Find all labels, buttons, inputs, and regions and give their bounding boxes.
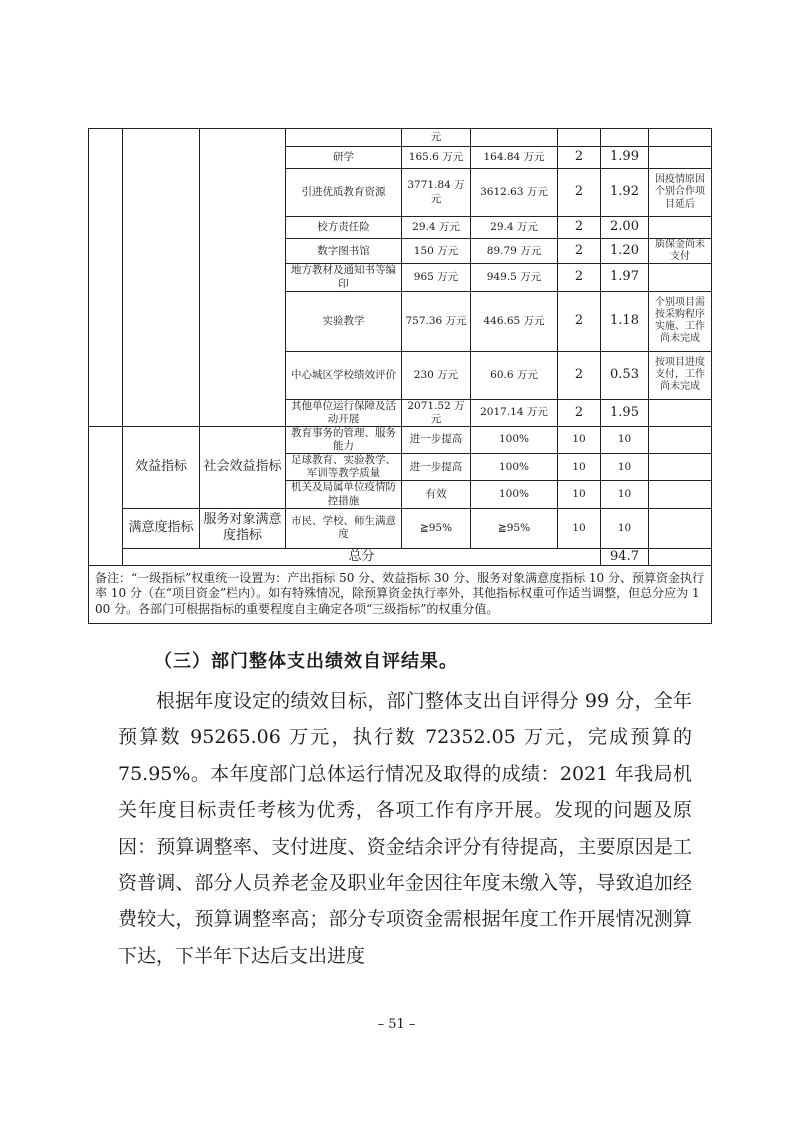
actual-value: 100% — [471, 426, 558, 453]
total-label: 总分 — [123, 548, 601, 565]
weight-value — [558, 129, 601, 147]
note-value — [649, 426, 712, 453]
performance-table — [88, 128, 712, 624]
indicator-name: 机关及局属单位疫情防控措施 — [286, 481, 402, 508]
weight-value: 2 — [558, 217, 601, 239]
note-value — [649, 264, 712, 291]
total-score: 94.7 — [601, 548, 649, 565]
target-value: 进一步提高 — [402, 426, 471, 453]
note-value: 因疫情原因个别合作项目延后 — [649, 169, 712, 217]
indicator-name: 市民、学校、师生满意度 — [286, 508, 402, 548]
weight-value: 10 — [558, 454, 601, 481]
actual-value: 2017.14 万元 — [471, 399, 558, 426]
note-value: 按项目进度支付，工作尚未完成 — [649, 351, 712, 399]
blank-cell — [649, 548, 712, 565]
note-value — [649, 129, 712, 147]
actual-value: 949.5 万元 — [471, 264, 558, 291]
budget-value: 165.6 万元 — [402, 147, 471, 169]
score-value: 1.99 — [601, 147, 649, 169]
budget-value: 元 — [402, 129, 471, 147]
actual-value: ≧95% — [471, 508, 558, 548]
note-value — [649, 399, 712, 426]
weight-value: 2 — [558, 239, 601, 264]
note-value: 质保金尚未支付 — [649, 239, 712, 264]
weight-value: 10 — [558, 426, 601, 453]
score-value: 0.53 — [601, 351, 649, 399]
body-paragraph: 根据年度设定的绩效目标，部门整体支出自评得分 99 分，全年预算数 95265.06 万元，执行数 72352.05 万元，完成预算的 75.95%。本年度部门总体运行情况及取得的成绩：2021 年我局机关年度目标责任考核为优秀，各项工作有序开展。发现的问题及原因：预算调整率、支付进度、资金结余评分有待提高，主要原因是工资普调、部分人员养老金及职业年金因往年度未缴入等，导致追加经费较大，预算调整率高；部分专项资金需根据年度工作开展情况测算下达，下半年下达后支出进度 — [118, 690, 692, 967]
budget-value: 29.4 万元 — [402, 217, 471, 239]
actual-value: 60.6 万元 — [471, 351, 558, 399]
budget-value: 150 万元 — [402, 239, 471, 264]
table-row — [89, 426, 712, 453]
indicator-name: 研学 — [286, 147, 402, 169]
blank-cell — [89, 426, 123, 565]
indicator-name: 数字图书馆 — [286, 239, 402, 264]
actual-value: 164.84 万元 — [471, 147, 558, 169]
blank-cell — [200, 129, 286, 427]
score-value: 1.95 — [601, 399, 649, 426]
score-value: 10 — [601, 481, 649, 508]
budget-value: 2071.52 万元 — [402, 399, 471, 426]
indicator-name: 其他单位运行保障及活动开展 — [286, 399, 402, 426]
target-value: 有效 — [402, 481, 471, 508]
weight-value: 10 — [558, 481, 601, 508]
indicator-name: 实验教学 — [286, 291, 402, 351]
score-value — [601, 129, 649, 147]
score-value: 1.97 — [601, 264, 649, 291]
actual-value: 446.65 万元 — [471, 291, 558, 351]
section-heading: （三）部门整体支出绩效自评结果。 — [154, 651, 458, 672]
score-value: 1.18 — [601, 291, 649, 351]
note-value — [649, 481, 712, 508]
actual-value — [471, 129, 558, 147]
note-value — [649, 147, 712, 169]
budget-value: 3771.84 万元 — [402, 169, 471, 217]
indicator-name: 教育事务的管理、服务能力 — [286, 426, 402, 453]
indicator-name: 中心城区学校绩效评价 — [286, 351, 402, 399]
table-row — [89, 129, 712, 147]
note-value — [649, 508, 712, 548]
note-value — [649, 217, 712, 239]
score-value: 1.20 — [601, 239, 649, 264]
budget-value: 965 万元 — [402, 264, 471, 291]
actual-value: 3612.63 万元 — [471, 169, 558, 217]
indicator-name: 引进优质教育资源 — [286, 169, 402, 217]
weight-value: 2 — [558, 399, 601, 426]
indicator-name: 足球教育、实验教学、军训等教学质量 — [286, 454, 402, 481]
table-row — [89, 508, 712, 548]
weight-value: 2 — [558, 147, 601, 169]
budget-value: 757.36 万元 — [402, 291, 471, 351]
weight-value: 2 — [558, 351, 601, 399]
actual-value: 100% — [471, 454, 558, 481]
table-remark: 备注：“一级指标”权重统一设置为：产出指标 50 分、效益指标 30 分、服务对象满意度指标 10 分、预算资金执行率 10 分（在“项目资金”栏内）。如有特殊情况，除预算资金执行率外，其他指标权重可作适当调整，但总分应为 100 分。各部门可根据指标的重要程度自主确定各项“三级指标”的权重分值。 — [89, 565, 712, 623]
score-value: 2.00 — [601, 217, 649, 239]
benefit-level1: 效益指标 — [123, 426, 200, 508]
indicator-name — [286, 129, 402, 147]
score-value: 10 — [601, 454, 649, 481]
weight-value: 2 — [558, 264, 601, 291]
blank-cell — [123, 129, 200, 427]
indicator-name: 校方责任险 — [286, 217, 402, 239]
actual-value: 89.79 万元 — [471, 239, 558, 264]
benefit-level2: 社会效益指标 — [200, 426, 286, 508]
score-value: 10 — [601, 426, 649, 453]
total-row — [89, 548, 712, 565]
indicator-name: 地方教材及通知书等编印 — [286, 264, 402, 291]
weight-value: 2 — [558, 291, 601, 351]
note-value: 个别项目需按采购程序实施、工作尚未完成 — [649, 291, 712, 351]
target-value: 进一步提高 — [402, 454, 471, 481]
satisfaction-level1: 满意度指标 — [123, 508, 200, 548]
page-number: – 51 – — [377, 1017, 416, 1032]
score-value: 1.92 — [601, 169, 649, 217]
actual-value: 100% — [471, 481, 558, 508]
remark-row — [89, 565, 712, 623]
budget-value: 230 万元 — [402, 351, 471, 399]
target-value: ≧95% — [402, 508, 471, 548]
blank-cell — [89, 129, 123, 427]
weight-value: 10 — [558, 508, 601, 548]
note-value — [649, 454, 712, 481]
satisfaction-level2: 服务对象满意度指标 — [200, 508, 286, 548]
weight-value: 2 — [558, 169, 601, 217]
actual-value: 29.4 万元 — [471, 217, 558, 239]
score-value: 10 — [601, 508, 649, 548]
